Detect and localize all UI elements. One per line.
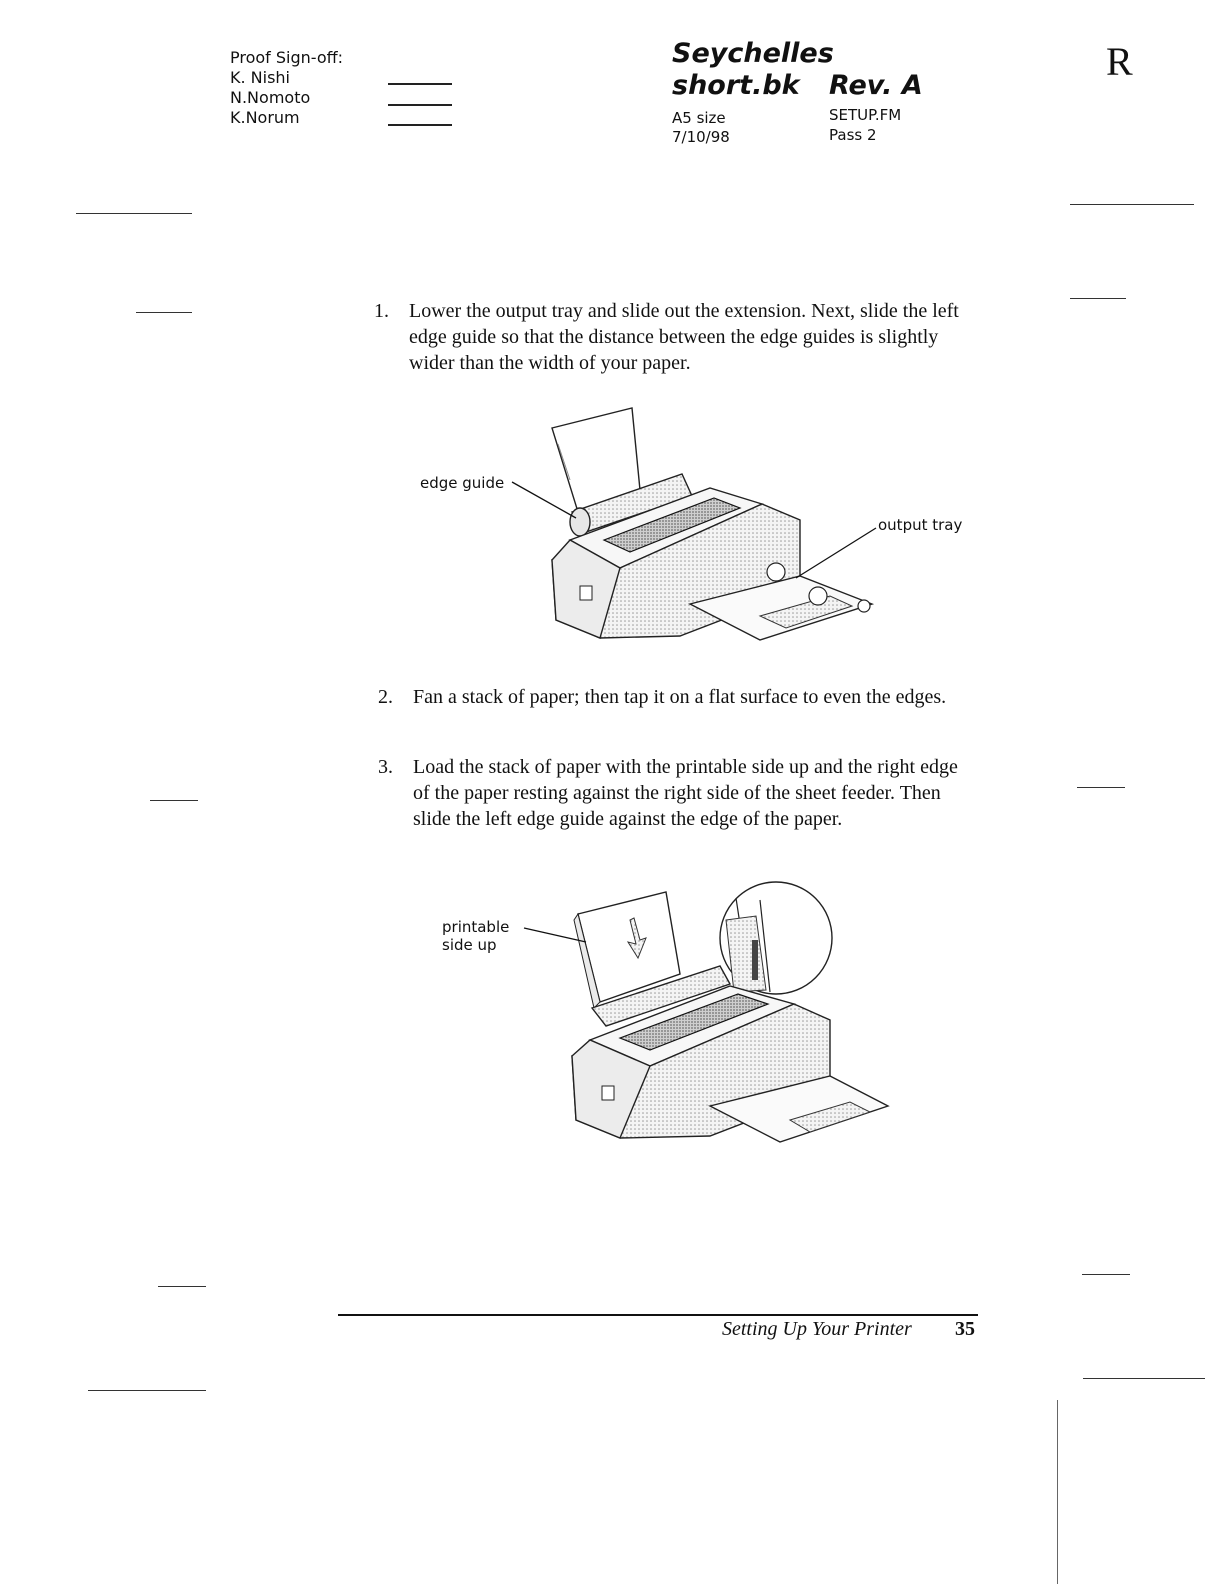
step-number: 1. — [374, 300, 389, 322]
footer-page-number: 35 — [955, 1318, 975, 1340]
margin-mark — [1082, 1274, 1130, 1275]
step-text: Lower the output tray and slide out the extension. Next, slide the left edge guide so that the distance between the edge guides is slightly wider than the width of your paper. — [409, 300, 959, 374]
step-text: Load the stack of paper with the printable side up and the right edge of the paper resting against the right side of the sheet feeder. Then slide the left edge guide against the edge of the paper. — [413, 756, 958, 830]
printer-illustration-loading-paper — [490, 880, 890, 1150]
proof-signoff-label: Proof Sign-off: — [230, 48, 344, 67]
proof-signoff-block — [230, 48, 343, 128]
book-name: short.bk — [672, 70, 800, 101]
page-size-label: A5 size — [672, 109, 726, 127]
margin-mark — [1083, 1378, 1205, 1379]
margin-mark — [150, 800, 198, 801]
margin-mark — [1077, 787, 1125, 788]
margin-mark — [136, 312, 192, 313]
margin-mark — [76, 213, 192, 214]
callout-output-tray: output tray — [878, 516, 963, 534]
footer-section-title: Setting Up Your Printer — [722, 1318, 912, 1340]
signature-line — [388, 104, 452, 106]
margin-mark — [158, 1286, 206, 1287]
signer-name: K. Nishi — [230, 68, 290, 87]
callout-line: printable — [442, 918, 510, 936]
callout-edge-guide: edge guide — [420, 474, 505, 492]
file-name-label: SETUP.FM — [829, 106, 902, 124]
step-number: 3. — [378, 756, 393, 778]
signature-line — [388, 124, 452, 126]
signer-name: N.Nomoto — [230, 88, 311, 107]
signature-line — [388, 83, 452, 85]
margin-mark — [1070, 298, 1126, 299]
margin-mark — [1070, 204, 1194, 205]
printer-illustration-output-tray — [500, 400, 880, 650]
date-label: 7/10/98 — [672, 128, 730, 146]
revision-label: Rev. A — [829, 70, 923, 101]
callout-line: side up — [442, 936, 497, 954]
project-name: Seychelles — [672, 38, 834, 69]
pass-label: Pass 2 — [829, 126, 877, 144]
margin-mark — [88, 1390, 206, 1391]
step-number: 2. — [378, 686, 393, 708]
step-text: Fan a stack of paper; then tap it on a flat surface to even the edges. — [413, 686, 947, 708]
margin-mark-vertical — [1057, 1400, 1058, 1584]
corner-letter: R — [1106, 39, 1133, 84]
signer-name: K.Norum — [230, 108, 300, 127]
